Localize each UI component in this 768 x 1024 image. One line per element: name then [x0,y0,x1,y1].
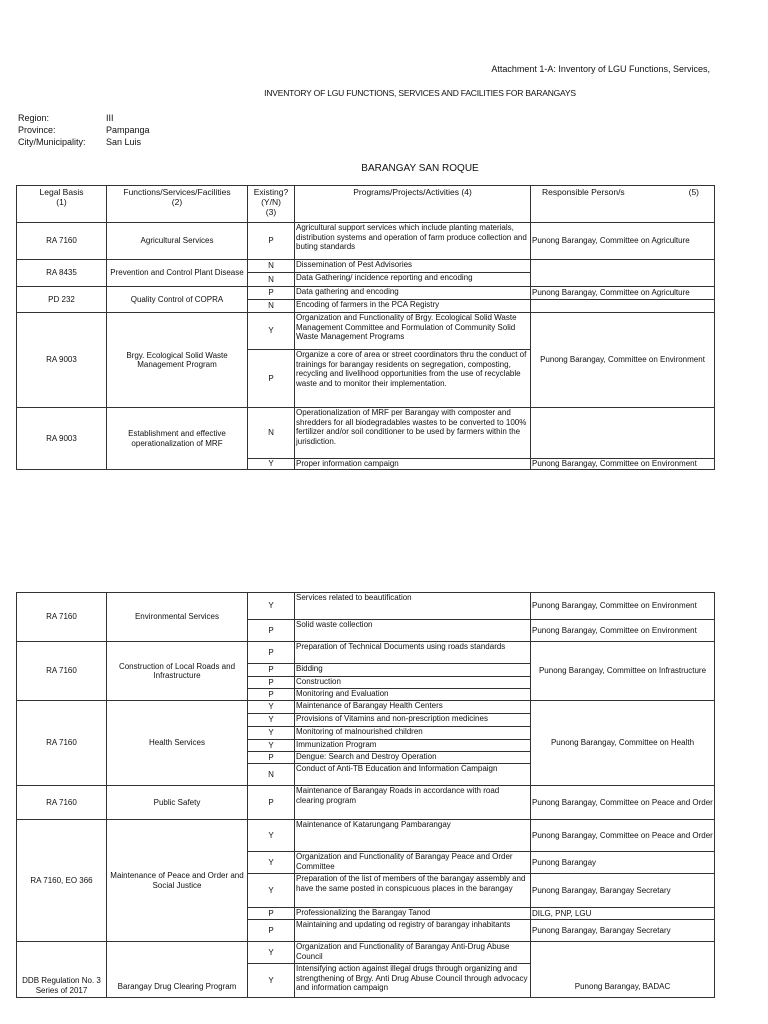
existing-cell: N [248,764,295,786]
existing-cell: Y [248,593,295,620]
legal-basis-cell: RA 7160 [17,593,107,642]
existing-cell: P [248,287,295,300]
function-cell: Public Safety [107,786,248,820]
responsible-cell: Punong Barangay, BADAC [531,942,715,998]
program-cell: Maintenance of Katarungang Pambarangay [295,820,531,852]
function-cell: Barangay Drug Clearing Program [107,942,248,998]
table-row [17,313,715,350]
existing-cell: P [248,223,295,260]
responsible-cell: Punong Barangay, Barangay Secretary [531,920,715,942]
responsible-cell: Punong Barangay, Committee on Environment [531,459,715,470]
document-title: INVENTORY OF LGU FUNCTIONS, SERVICES AND FACILITIES FOR BARANGAYS [264,88,576,98]
responsible-cell [531,300,715,313]
responsible-cell: Punong Barangay, Committee on Peace and Order [531,786,715,820]
legal-basis-cell: RA 7160 [17,786,107,820]
col-functions: Functions/Services/Facilities (2) [107,186,248,223]
function-cell: Quality Control of COPRA [107,287,248,313]
existing-cell: P [248,786,295,820]
program-cell: Agricultural support services which include planting materials, distribution systems and operation of farm produce collection and buting standards [295,223,531,260]
existing-cell: Y [248,714,295,727]
legal-basis-cell: RA 7160, EO 366 [17,820,107,942]
table-row [17,701,715,714]
existing-cell: Y [248,852,295,874]
responsible-cell: Punong Barangay, Committee on Environment [531,593,715,620]
program-cell: Operationalization of MRF per Barangay with composter and shredders for all biodegradables wastes to be converted to 100% fertilizer and/or soil conditioner to be used by farmers within the jurisdiction. [295,408,531,459]
responsible-cell: Punong Barangay, Committee on Environment [531,313,715,408]
responsible-cell: Punong Barangay, Committee on Peace and Order [531,820,715,852]
table-row [17,642,715,664]
existing-cell: P [248,908,295,920]
legal-basis-cell: RA 7160 [17,642,107,701]
program-cell: Provisions of Vitamins and non-prescription medicines [295,714,531,727]
program-cell: Monitoring and Evaluation [295,689,531,701]
legal-basis-cell: RA 7160 [17,701,107,786]
program-cell: Bidding [295,664,531,677]
table-row [17,260,715,273]
program-cell: Data Gathering/ incidence reporting and encoding [295,273,531,287]
table-row [17,786,715,820]
program-cell: Proper information campaign [295,459,531,470]
function-cell: Brgy. Ecological Solid Waste Management Program [107,313,248,408]
program-cell: Dengue: Search and Destroy Operation [295,752,531,764]
program-cell: Services related to beautification [295,593,531,620]
existing-cell: Y [248,701,295,714]
province-label: Province: [18,125,56,135]
existing-cell: N [248,408,295,459]
program-cell: Encoding of farmers in the PCA Registry [295,300,531,313]
existing-cell: Y [248,727,295,740]
legal-basis-cell: RA 8435 [17,260,107,287]
function-cell: Construction of Local Roads and Infrastructure [107,642,248,701]
existing-cell: P [248,620,295,642]
legal-basis-cell: PD 232 [17,287,107,313]
col-responsible: Responsible Person/s (5) [531,186,715,223]
existing-cell: P [248,664,295,677]
existing-cell: P [248,752,295,764]
function-cell: Health Services [107,701,248,786]
program-cell: Maintenance of Barangay Roads in accordance with road clearing program [295,786,531,820]
program-cell: Construction [295,677,531,689]
responsible-cell: Punong Barangay, Committee on Agriculture [531,223,715,260]
program-cell: Preparation of Technical Documents using roads standards [295,642,531,664]
program-cell: Organization and Functionality of Barangay Anti-Drug Abuse Council [295,942,531,964]
city-value: San Luis [106,137,142,147]
existing-cell: P [248,689,295,701]
existing-cell: P [248,642,295,664]
existing-cell: Y [248,874,295,908]
existing-cell: Y [248,459,295,470]
program-cell: Preparation of the list of members of the barangay assembly and have the same posted in conspicuous places in the barangay [295,874,531,908]
region-label: Region: [18,113,50,123]
program-cell: Professionalizing the Barangay Tanod [295,908,531,920]
responsible-cell: Punong Barangay [531,852,715,874]
responsible-cell [531,408,715,459]
program-cell: Immunization Program [295,740,531,752]
table-row [17,223,715,260]
table-header-row [17,186,715,223]
responsible-cell: Punong Barangay, Barangay Secretary [531,874,715,908]
program-cell: Monitoring of malnourished children [295,727,531,740]
responsible-cell [531,260,715,287]
program-cell: Intensifying action against illegal drugs through organizing and strengthening of Brgy. Anti Drug Abuse Council through advocacy and information campaign [295,964,531,998]
col-existing: Existing? (Y/N) (3) [248,186,295,223]
program-cell: Maintenance of Barangay Health Centers [295,701,531,714]
province-value: Pampanga [106,125,150,135]
program-cell: Dissemination of Pest Advisories [295,260,531,273]
function-cell: Maintenance of Peace and Order and Social Justice [107,820,248,942]
responsible-cell: DILG, PNP, LGU [531,908,715,920]
responsible-cell: Punong Barangay, Committee on Infrastructure [531,642,715,701]
region-value: III [106,113,114,123]
col-programs: Programs/Projects/Activities (4) [295,186,531,223]
function-cell: Establishment and effective operationalization of MRF [107,408,248,470]
program-cell: Organization and Functionality of Brgy. Ecological Solid Waste Management Committee and Formulation of Community Solid Waste Management Programs [295,313,531,350]
table-row [17,287,715,300]
inventory-table-2 [16,592,715,998]
function-cell: Environmental Services [107,593,248,642]
table-row [17,942,715,964]
existing-cell: Y [248,740,295,752]
city-label: City/Municipality: [18,137,86,147]
program-cell: Organize a core of area or street coordinators thru the conduct of trainings for barangay residents on segregation, composting, recycling and livelihood opportunities from the use of recyclable waste and to monitor their implementation. [295,350,531,408]
program-cell: Solid waste collection [295,620,531,642]
existing-cell: N [248,260,295,273]
existing-cell: Y [248,820,295,852]
barangay-title: BARANGAY SAN ROQUE [361,163,479,174]
existing-cell: Y [248,313,295,350]
legal-basis-cell: RA 9003 [17,313,107,408]
existing-cell: P [248,677,295,689]
existing-cell: Y [248,964,295,998]
program-cell: Maintaining and updating od registry of barangay inhabitants [295,920,531,942]
existing-cell: P [248,920,295,942]
program-cell: Organization and Functionality of Barangay Peace and Order Committee [295,852,531,874]
responsible-cell: Punong Barangay, Committee on Agriculture [531,287,715,300]
legal-basis-cell: RA 9003 [17,408,107,470]
existing-cell: P [248,350,295,408]
table-row [17,820,715,852]
attachment-label: Attachment 1-A: Inventory of LGU Functions, Services, [491,64,710,74]
table-row [17,593,715,620]
legal-basis-cell: DDB Regulation No. 3 Series of 2017 [17,942,107,998]
legal-basis-cell: RA 7160 [17,223,107,260]
inventory-table-1 [16,185,715,470]
existing-cell: N [248,300,295,313]
responsible-cell: Punong Barangay, Committee on Health [531,701,715,786]
existing-cell: N [248,273,295,287]
existing-cell: Y [248,942,295,964]
function-cell: Prevention and Control Plant Disease [107,260,248,287]
col-legal-basis: Legal Basis (1) [17,186,107,223]
program-cell: Conduct of Anti-TB Education and Information Campaign [295,764,531,786]
responsible-cell: Punong Barangay, Committee on Environment [531,620,715,642]
function-cell: Agricultural Services [107,223,248,260]
program-cell: Data gathering and encoding [295,287,531,300]
table-row [17,408,715,459]
